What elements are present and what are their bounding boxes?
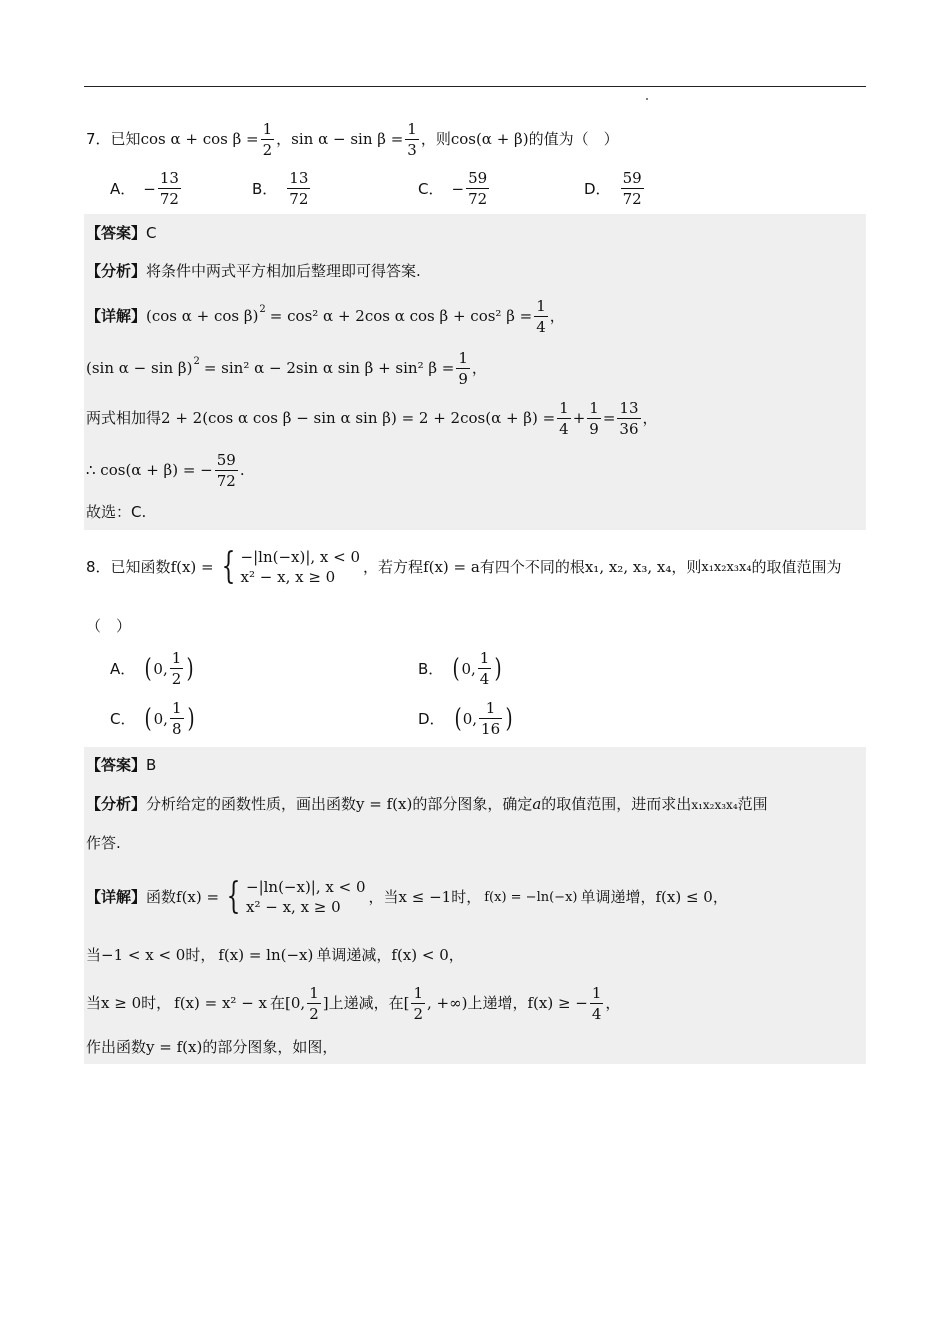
q7-choice: 故选：C.	[86, 503, 147, 521]
header-dot	[646, 98, 648, 100]
q7-stem: 7． 已知 cos α + cos β = $\frac{1}{2}$ ， sin α − sin β = $\frac{1}{3}$ ，则 cos(α + β) 的值为（ ）	[86, 120, 619, 159]
fraction: $\frac{1}{2}$	[262, 120, 273, 159]
q8-option-b[interactable]: B． ( 0, $\frac{1}{4}$ )	[418, 649, 502, 688]
q7-number: 7．	[86, 130, 111, 148]
piecewise: { −|ln(−x)|, x < 0 x² − x, x ≥ 0	[221, 546, 361, 587]
q8-option-c[interactable]: C． ( 0, $\frac{1}{8}$ )	[110, 699, 195, 738]
q8-detail-2: 当 −1 < x < 0 时， f(x) = ln(−x) 单调递减， f(x) < 0 ，	[86, 946, 464, 964]
q8-detail-3: 当 x ≥ 0 时， f(x) = x² − x 在 [0, $\frac{1}{2}$ ] 上递减，在 [ $\frac{1}{2}$ , +∞) 上递增， f(x) ≥ − $\frac{1}{4}$ ，	[86, 984, 621, 1023]
q8-answer: 【答案】 B	[86, 756, 157, 774]
q7-option-c[interactable]: C． − $\frac{59}{72}$	[418, 169, 488, 208]
q8-detail-4: 作出函数 y = f(x) 的部分图象，如图，	[86, 1038, 338, 1056]
q8-analysis: 【分析】 分析给定的函数性质，画出函数 y = f(x) 的部分图象，确定 a 的取值范围，进而求出 x₁x₂x₃x₄ 范围	[86, 795, 768, 813]
q8-option-a[interactable]: A． ( 0, $\frac{1}{2}$ )	[110, 649, 194, 688]
q8-paren: （ ）	[86, 617, 132, 635]
fraction: $\frac{1}{3}$	[407, 120, 417, 159]
q8-stem: 8． 已知函数 f(x) = { −|ln(−x)|, x < 0 x² − x, x ≥ 0 ，若方程 f(x) = a 有四个不同的根 x₁, x₂, x₃, x₄ ，则 x₁x₂x₃x₄ 的取值范围为	[86, 546, 842, 587]
q7-option-a[interactable]: A． − $\frac{13}{72}$	[110, 169, 179, 208]
q7-detail-eq3: 两式相加得 2 + 2(cos α cos β − sin α sin β) = 2 + 2cos(α + β) = $\frac{1}{4}$ + $\frac{1}{9}$ = $\frac{13}{36}$ ，	[86, 399, 658, 438]
q7-option-d[interactable]: D． $\frac{59}{72}$	[584, 169, 642, 208]
q7-detail-eq2: (sin α − sin β) 2 = sin² α − 2sin α sin β + sin² β = $\frac{1}{9}$ ，	[86, 349, 487, 388]
q7-detail-eq4: ∴ cos(α + β) = − $\frac{59}{72}$ .	[86, 451, 245, 490]
q7-analysis: 【分析】 将条件中两式平方相加后整理即可得答案.	[86, 262, 421, 280]
q7-option-b[interactable]: B． $\frac{13}{72}$	[252, 169, 309, 208]
q8-detail-1: 【详解】 函数 f(x) = { −|ln(−x)|, x < 0 x² − x, x ≥ 0 ，当 x ≤ −1 时， f(x) = −ln(−x) 单调递增， f(x) ≤ 0 ，	[86, 876, 728, 917]
q8-analysis-cont: 作答.	[86, 834, 121, 852]
header-rule	[84, 86, 866, 87]
q8-option-d[interactable]: D． ( 0, $\frac{1}{16}$ )	[418, 699, 513, 738]
q8-number: 8．	[86, 557, 111, 576]
q7-detail-eq1: 【详解】 (cos α + cos β) 2 = cos² α + 2cos α cos β + cos² β = $\frac{1}{4}$ ，	[86, 297, 565, 336]
q7-answer: 【答案】 C	[86, 224, 157, 242]
